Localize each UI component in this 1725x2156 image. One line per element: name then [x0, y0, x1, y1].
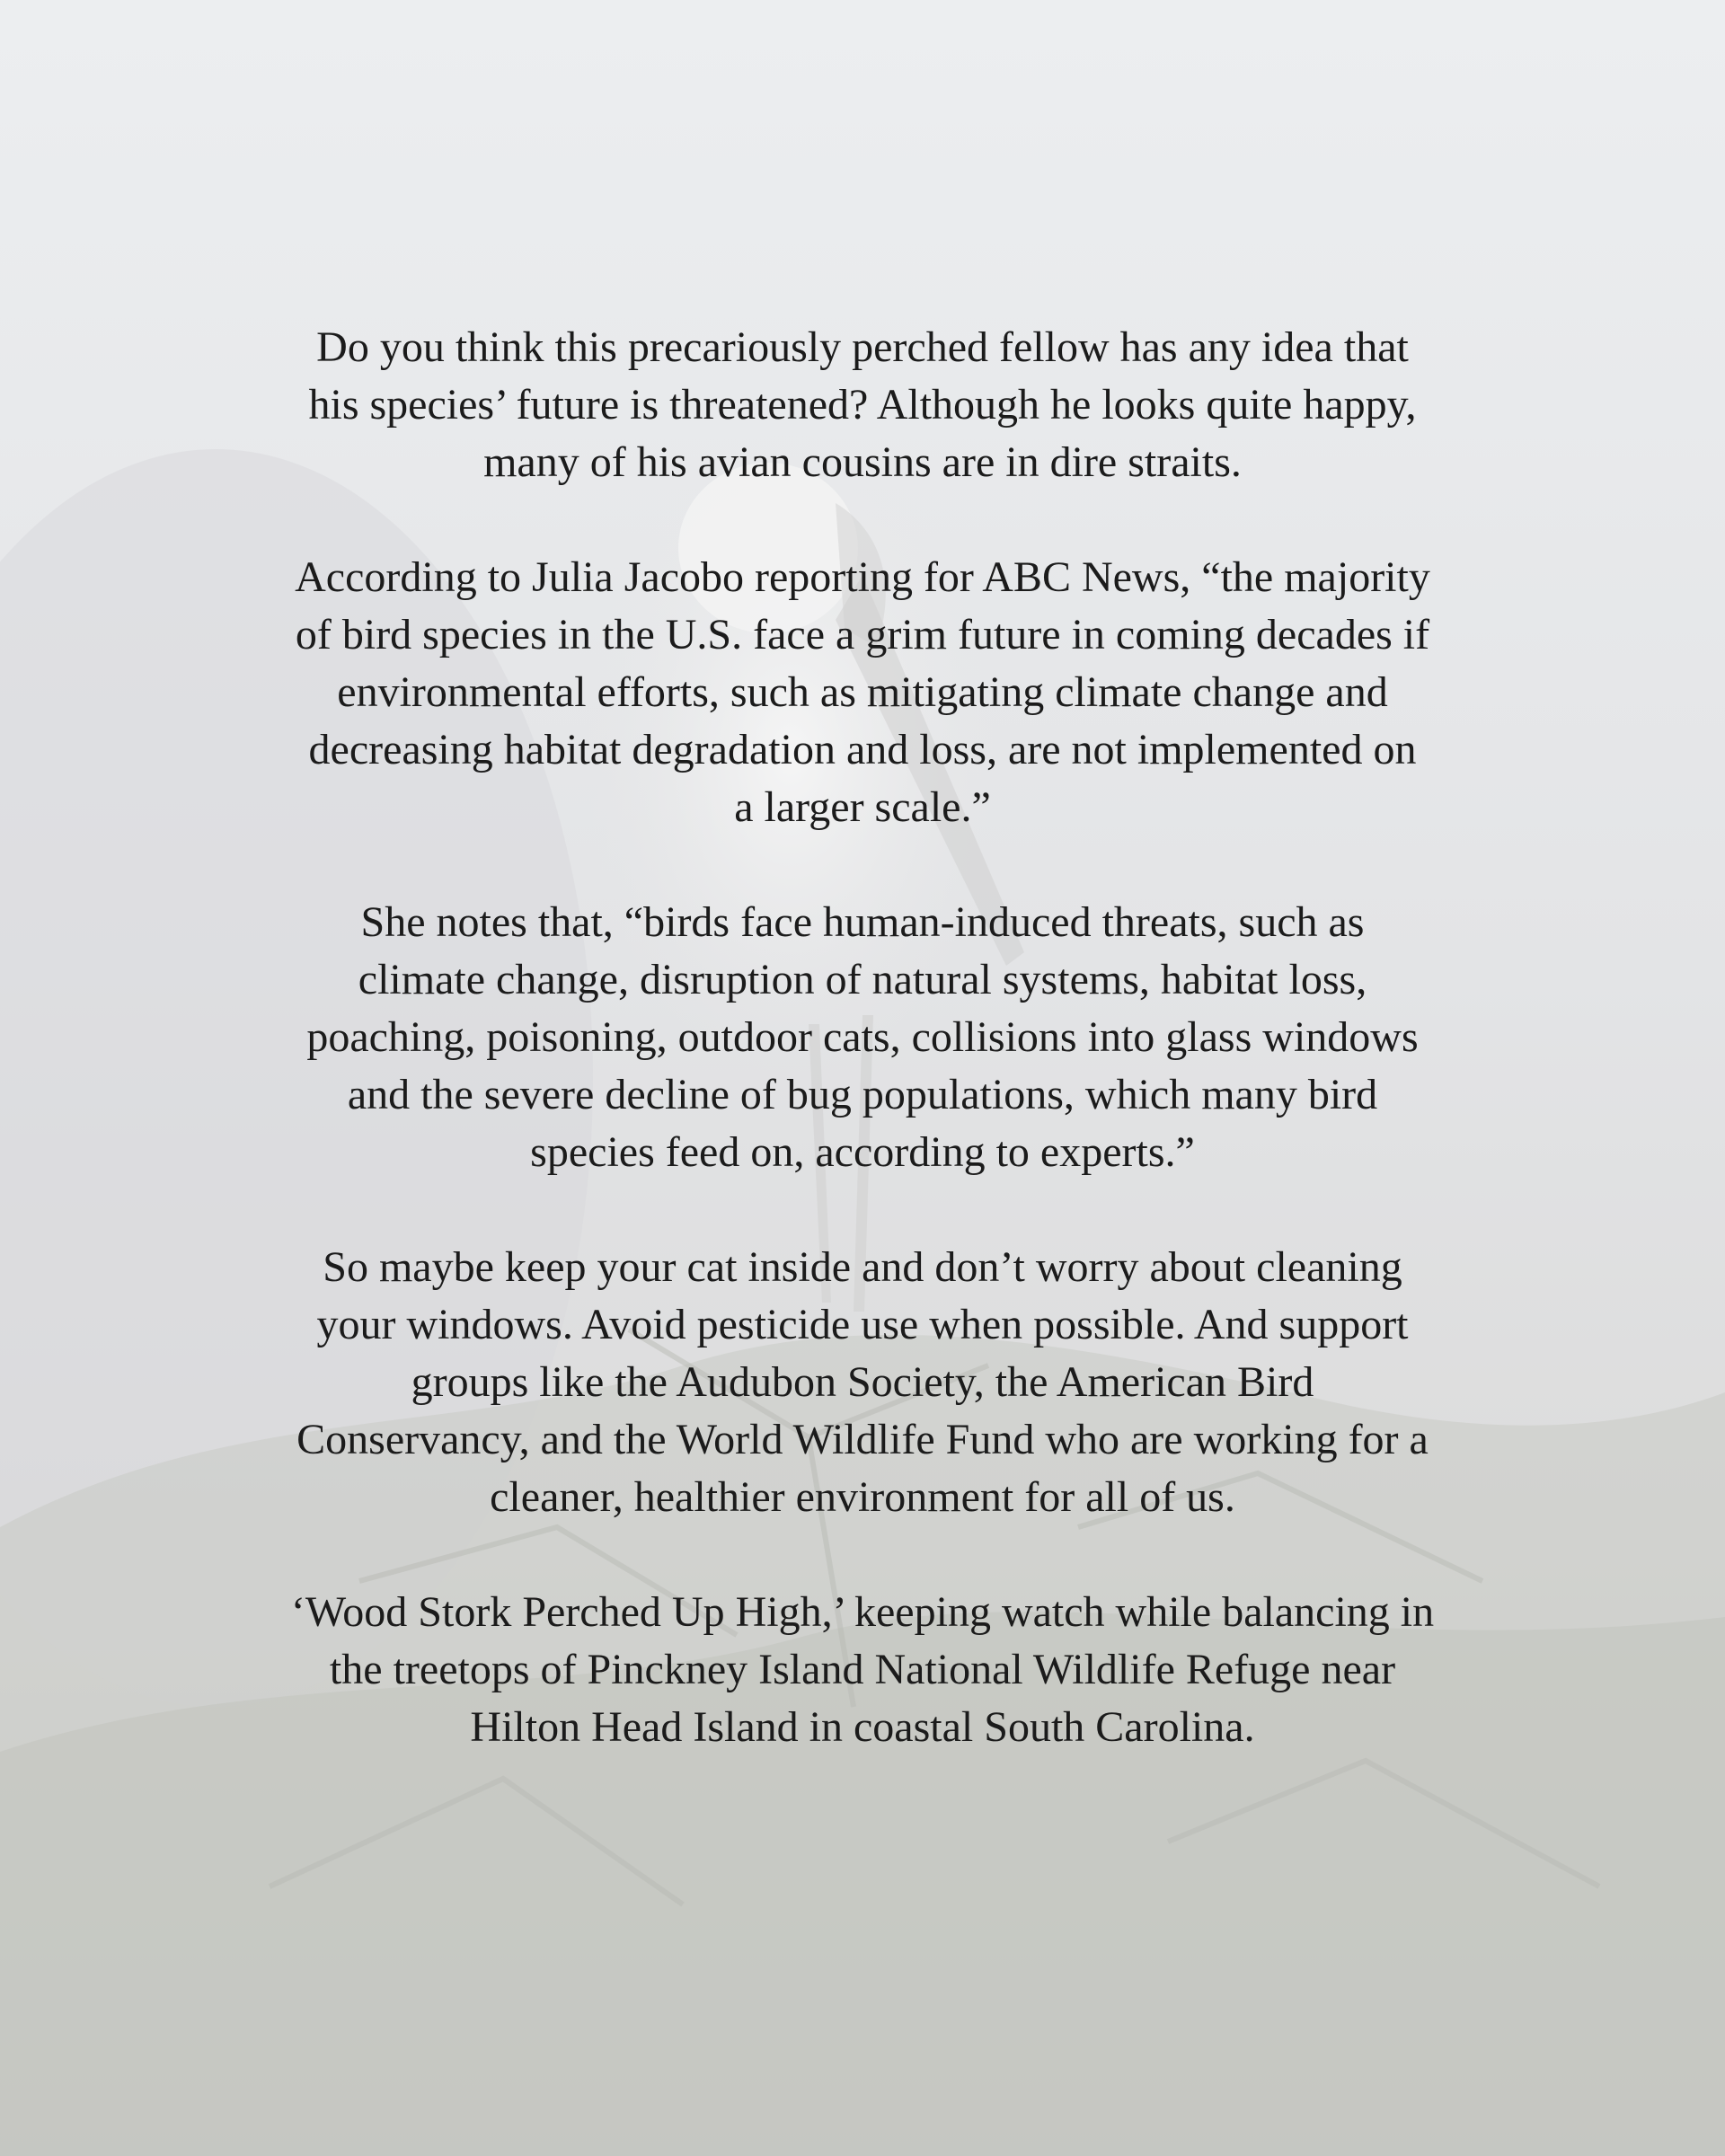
- paragraph-abc-news-quote: According to Julia Jacobo reporting for ABC News, “the majority of bird species in the U.S. face a grim future in coming decades if environmental efforts, such as mitigating climate change and decreasing habitat degradation and loss, are not implemented on a larger scale.”: [295, 553, 1430, 831]
- paragraph-advice: So maybe keep your cat inside and don’t worry about cleaning your windows. Avoid pesticide use when possible. And support groups like the Audubon Society, the American Bird Conservancy, and the World Wildlife Fund who are working for a cleaner, healthier environment for all of us.: [296, 1243, 1429, 1521]
- paragraph-intro: Do you think this precariously perched fellow has any idea that his species’ future is threatened? Although he looks quite happy, many of his avian cousins are in dire straits.: [308, 323, 1417, 486]
- paragraph-threats-quote: She notes that, “birds face human-induced threats, such as climate change, disruption of natural systems, habitat loss, poaching, poisoning, outdoor cats, collisions into glass windows and the severe decline of bug populations, which many bird species feed on, according to experts.”: [306, 898, 1419, 1176]
- paragraph-photo-caption: ‘Wood Stork Perched Up High,’ keeping watch while balancing in the treetops of Pinckney Island National Wildlife Refuge near Hilton Head Island in coastal South Carolina.: [290, 1588, 1435, 1751]
- article-text: [207, 319, 1518, 1814]
